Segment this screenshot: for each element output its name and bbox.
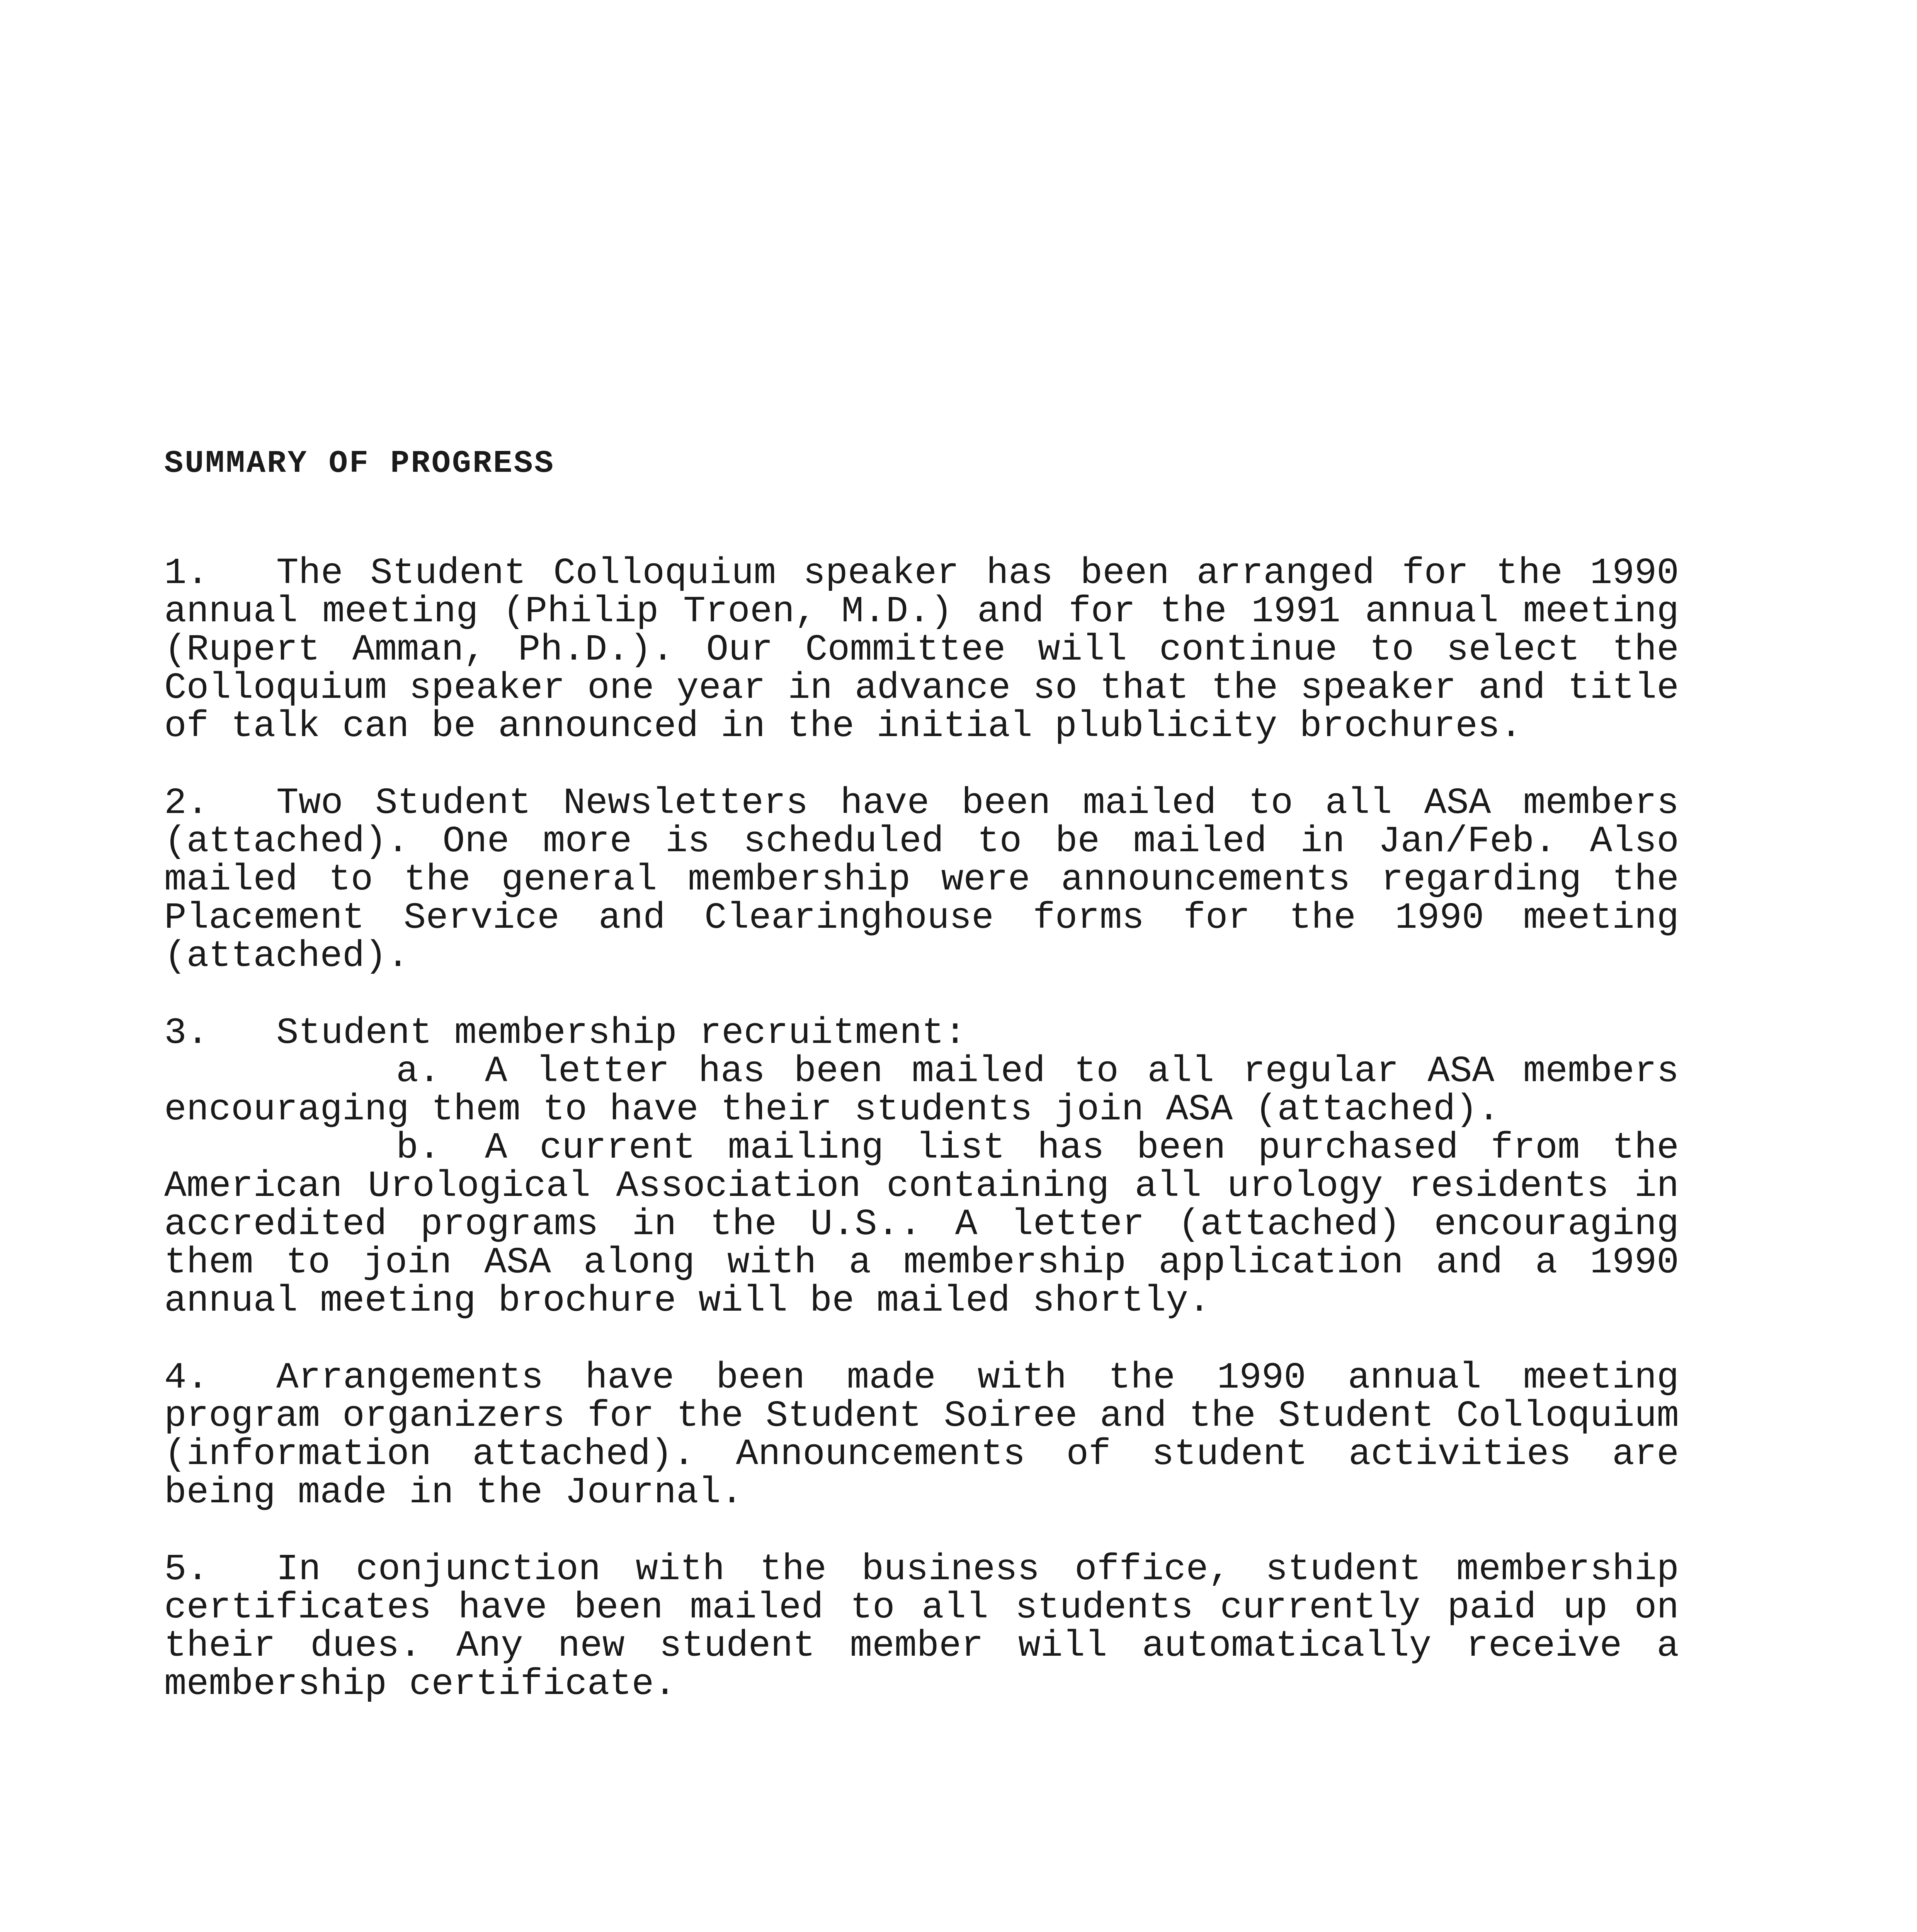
item-1: [164, 554, 1679, 745]
item-5: [164, 1550, 1679, 1703]
item-3b: [164, 1129, 1679, 1320]
item-2-text: Two Student Newsletters have been mailed to all ASA members (attached). One more is scheduled to be mailed in Jan/Feb. Also mailed to the general membership were announcements regarding the Placement Service and Clearinghouse forms for the 1990 meeting (attached).: [164, 782, 1679, 977]
document-title: SUMMARY OF PROGRESS: [164, 446, 555, 481]
item-3b-label: b.: [396, 1127, 441, 1169]
item-3-label: 3.: [164, 1012, 209, 1054]
document-body: [164, 444, 1679, 1742]
item-3: [164, 1014, 1679, 1320]
item-4-label: 4.: [164, 1357, 209, 1399]
item-5-text: In conjunction with the business office, student membership certificates have been mailed to all students currently paid up on their dues. Any new student member will automatically receive a membership certificate.: [164, 1548, 1679, 1705]
item-4-text: Arrangements have been made with the 1990 annual meeting program organizers for the Student Soiree and the Student Colloquium (information attached). Announcements of student activities are being made in the Journal.: [164, 1357, 1679, 1514]
item-2: [164, 784, 1679, 975]
item-3a-text: A letter has been mailed to all regular ASA members encouraging them to have their students join ASA (attached).: [164, 1050, 1679, 1131]
item-2-label: 2.: [164, 782, 209, 824]
item-3-text: Student membership recruitment:: [276, 1012, 966, 1054]
item-4: [164, 1359, 1679, 1512]
item-1-label: 1.: [164, 552, 209, 594]
item-5-label: 5.: [164, 1548, 209, 1590]
item-3-heading: [164, 1014, 1679, 1052]
item-3a-label: a.: [396, 1050, 441, 1092]
item-3b-text: A current mailing list has been purchased from the American Urological Association containing all urology residents in accredited programs in the U.S.. A letter (attached) encouraging them to join ASA along with a membership application and a 1990 annual meeting brochure will be mailed shortly.: [164, 1127, 1679, 1322]
item-3a: [164, 1052, 1679, 1129]
item-1-text: The Student Colloquium speaker has been arranged for the 1990 annual meeting (Philip Troen, M.D.) and for the 1991 annual meeting (Rupert Amman, Ph.D.). Our Committee will continue to select the Colloquium speaker one year in advance so that the speaker and title of talk can be announced in the initial plublicity brochures.: [164, 552, 1679, 747]
